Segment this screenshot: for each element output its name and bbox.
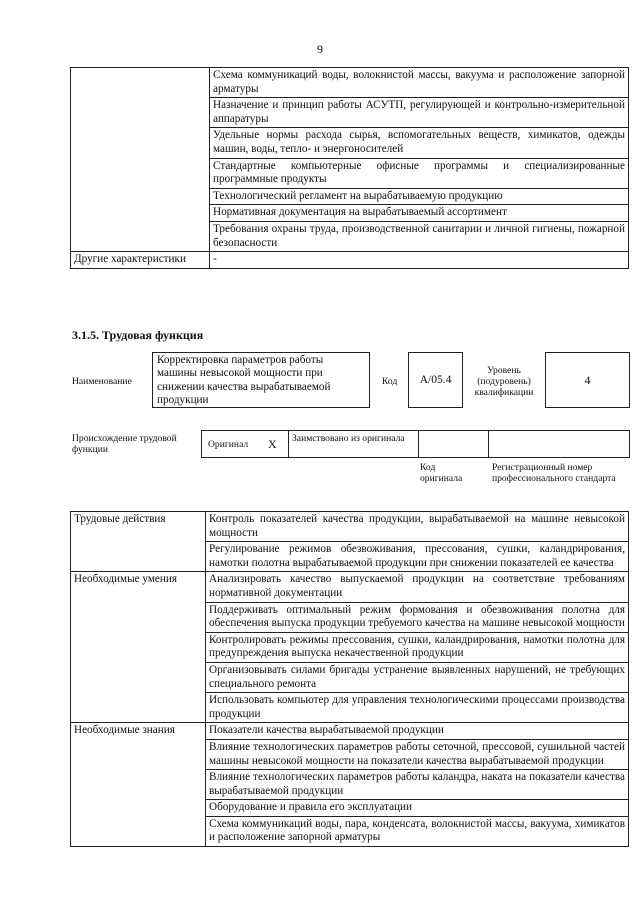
other-characteristics-label: Другие характеристики — [71, 252, 210, 269]
page-number: 9 — [317, 42, 323, 56]
reg-number-cell — [488, 431, 630, 457]
knowledge-label: Необходимые знания — [71, 723, 206, 847]
table-row: Назначение и принцип работы АСУТП, регулирующей и контрольно-измерительной аппаратуры — [210, 98, 629, 128]
table-row: Удельные нормы расхода сырья, вспомогательных веществ, химикатов, одежды машин, воды, тепло- и энергоносителей — [210, 128, 629, 158]
table-row: Поддерживать оптимальный режим формования и обезвоживания полотна для обеспечения выпуска продукции требуемого качества на машине невысокой мощности — [206, 602, 629, 632]
table-row: Влияние технологических параметров работы сеточной, прессовой, сушильной частей машины невысокой мощности на показатели качества вырабатываемой продукции — [206, 739, 629, 769]
reg-number-label: Регистрационный номер профессионального стандарта — [492, 462, 616, 484]
table-row: Контроль показателей качества продукции, вырабатываемой на машине невысокой мощности — [206, 512, 629, 542]
table-row: Нормативная документация на вырабатываемый ассортимент — [210, 205, 629, 222]
qualification-level-label: Уровень (подуровень) квалификации — [474, 365, 534, 398]
origin-label: Происхождение трудовой функции — [72, 433, 177, 455]
borrowed-label: Заимствовано из оригинала — [292, 433, 405, 444]
code-original-cell — [418, 431, 489, 457]
table-row: Влияние технологических параметров работы каландра, наката на показатели качества вырабатываемой продукции — [206, 770, 629, 800]
table-row: Показатели качества вырабатываемой продукции — [206, 723, 629, 740]
table-row: Контролировать режимы прессования, сушки, каландрирования, намотки полотна для предупреждения выпуска некачественной продукции — [206, 632, 629, 662]
qualification-level-box: 4 — [545, 352, 630, 408]
table-row: Использовать компьютер для управления технологическими процессами производства продукции — [206, 693, 629, 723]
origin-row — [201, 430, 630, 458]
labor-actions-label: Трудовые действия — [71, 512, 206, 572]
code-original-label: Код оригинала — [420, 462, 463, 484]
section-title: 3.1.5. Трудовая функция — [72, 328, 204, 342]
skills-label: Необходимые умения — [71, 572, 206, 723]
name-label: Наименование — [72, 376, 132, 387]
code-box: A/05.4 — [408, 352, 463, 408]
table-row: Анализировать качество выпускаемой продукции на соответствие требованиям нормативной документации — [206, 572, 629, 602]
code-label: Код — [382, 376, 398, 387]
table-row: Регулирование режимов обезвоживания, прессования, сушки, каландрирования, намотки полотна вырабатываемой продукции при снижении показателей ее качества — [206, 542, 629, 572]
table-row: Схема коммуникаций воды, пара, конденсата, волокнистой массы, вакуума, химикатов и расположение запорной арматуры — [206, 816, 629, 846]
original-mark: X — [268, 437, 277, 451]
table-row: Оборудование и правила его эксплуатации — [206, 800, 629, 817]
original-label: Оригинал — [208, 439, 249, 450]
other-characteristics-value: - — [210, 252, 629, 269]
empty-label-cell — [71, 68, 210, 252]
table-row: Организовывать силами бригады устранение выявленных нарушений, не требующих специального ремонта — [206, 662, 629, 692]
table-row: Схема коммуникаций воды, волокнистой массы, вакуума и расположение запорной арматуры — [210, 68, 629, 98]
table-row: Требования охраны труда, производственной санитарии и личной гигиены, пожарной безопасности — [210, 221, 629, 251]
function-details-table — [70, 511, 629, 847]
table-row: Стандартные компьютерные офисные программы и специализированные программные продукты — [210, 158, 629, 188]
table-row: Технологический регламент на вырабатываемую продукцию — [210, 188, 629, 205]
function-name-box: Корректировка параметров работы машины невысокой мощности при снижении качества вырабатываемой продукции — [152, 352, 370, 408]
knowledge-continuation-table — [70, 67, 629, 269]
original-cell — [202, 431, 289, 457]
